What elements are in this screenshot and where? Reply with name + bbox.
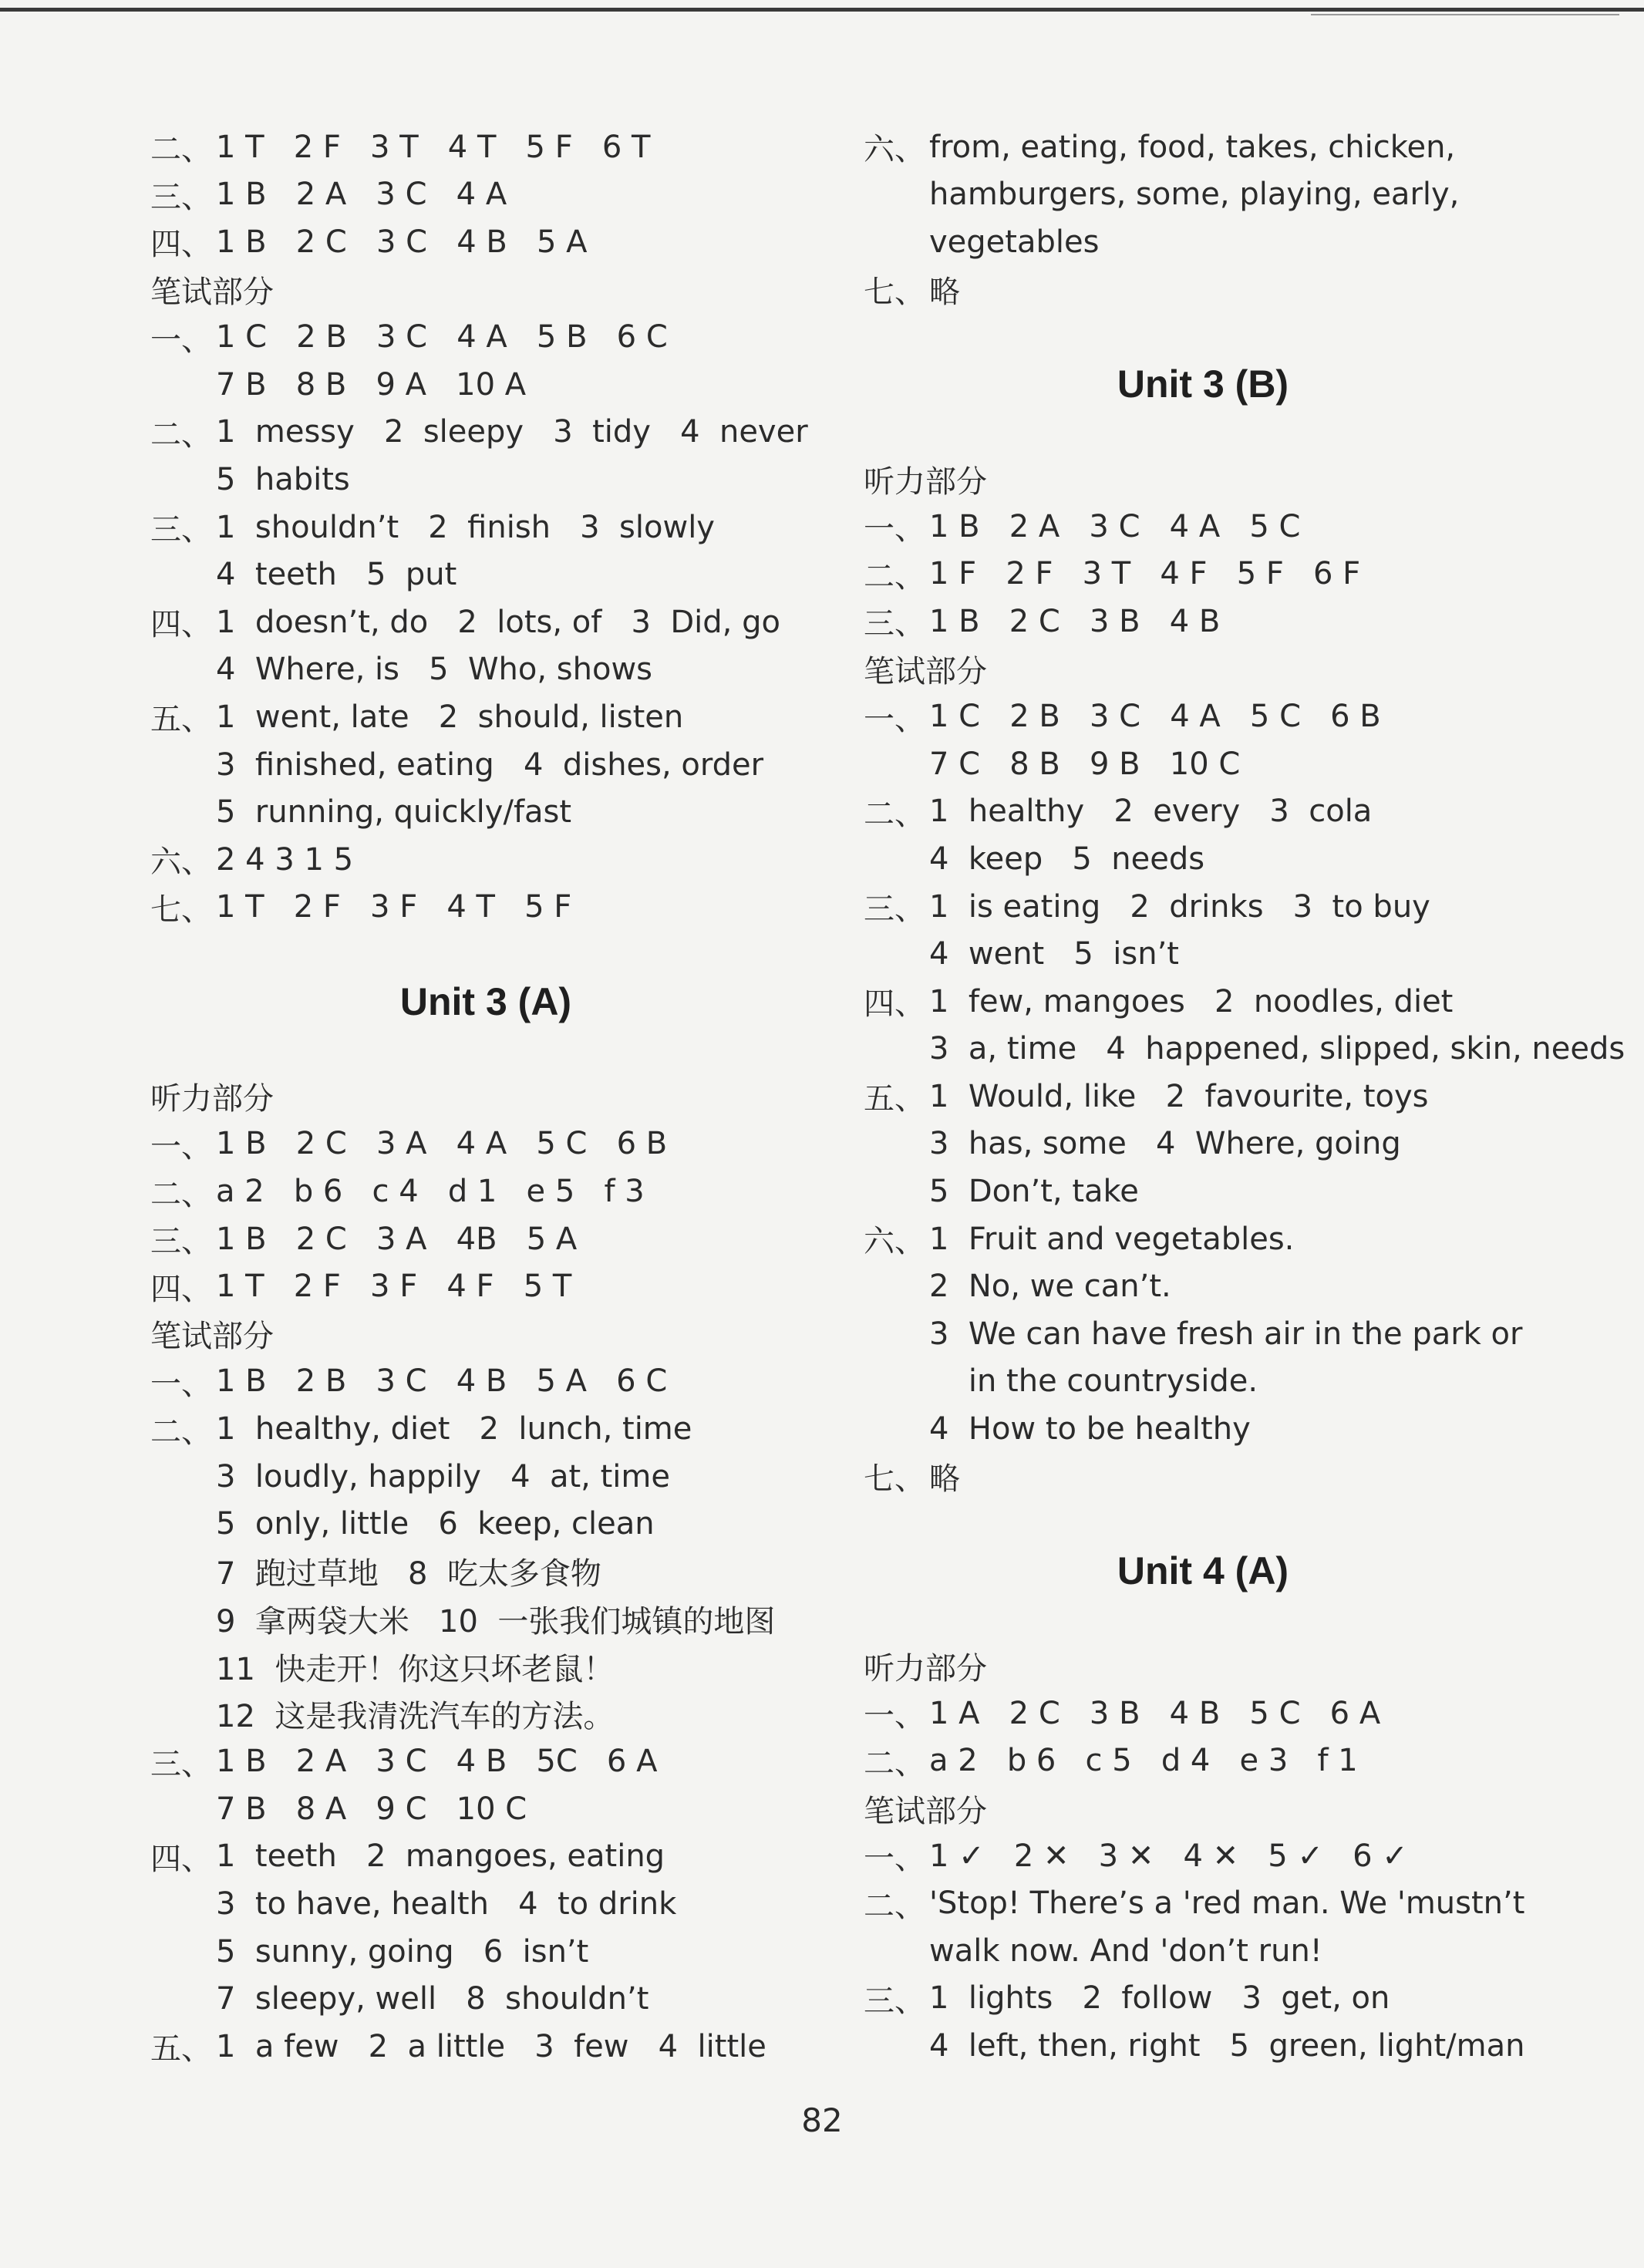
section-heading: 笔试部分 [864, 1793, 987, 1829]
answer-line [150, 1358, 821, 1406]
question-number: 一、 [150, 1366, 212, 1402]
answer-text: 3 loudly, happily 4 at, time [216, 1458, 670, 1495]
answer-line [864, 1215, 1542, 1263]
answer-line [150, 1168, 821, 1215]
question-number: 四、 [150, 1841, 212, 1877]
answer-line [150, 409, 821, 457]
unit-title: Unit 3 (A) [399, 980, 572, 1024]
answer-text: 1 healthy 2 every 3 cola [929, 794, 1373, 830]
answer-line [150, 504, 821, 551]
answer-line [150, 836, 821, 884]
answer-line [864, 1879, 1542, 1927]
answer-text: from, eating, food, takes, chicken, [929, 129, 1456, 165]
answer-line [150, 1737, 821, 1785]
answer-line [150, 123, 821, 171]
answer-text: 1 B 2 C 3 C 4 B 5 A [216, 224, 588, 260]
answer-text: 1 doesn’t, do 2 lots, of 3 Did, go [216, 604, 780, 640]
answer-text: 5 habits [216, 461, 350, 497]
answer-text: 1 B 2 C 3 B 4 B [929, 603, 1221, 639]
answer-continuation [864, 1358, 1542, 1406]
answer-line [864, 1453, 1542, 1501]
answer-text: 5 only, little 6 keep, clean [216, 1506, 655, 1542]
answer-text: 5 sunny, going 6 isn’t [216, 1933, 589, 1970]
answer-line [864, 1975, 1542, 2023]
answer-continuation [150, 1500, 821, 1548]
answer-text: 1 a few 2 a little 3 few 4 little [216, 2028, 766, 2064]
answer-text: 1 messy 2 sleepy 3 tidy 4 never [216, 414, 808, 450]
answer-line [150, 218, 821, 266]
question-number: 四、 [150, 607, 212, 643]
answer-continuation [150, 1453, 821, 1501]
question-number: 五、 [150, 2031, 212, 2067]
answer-line [864, 1073, 1542, 1121]
answer-line [864, 503, 1542, 551]
answer-text: 12 这是我清洗汽车的方法。 [216, 1699, 615, 1735]
answer-text: 3 a, time 4 happened, slipped, skin, needs [929, 1031, 1625, 1067]
question-number: 一、 [150, 1128, 212, 1164]
question-number: 四、 [150, 1271, 212, 1307]
answer-text: 1 B 2 A 3 C 4 A [216, 177, 507, 213]
question-number: 三、 [150, 1746, 212, 1782]
answer-text: 1 B 2 B 3 C 4 B 5 A 6 C [216, 1363, 668, 1400]
answer-line [864, 266, 1542, 314]
page-number: 82 [801, 2101, 843, 2139]
section-heading: 听力部分 [150, 1081, 274, 1117]
question-number: 六、 [150, 844, 212, 881]
answer-text: 4 went 5 isn’t [929, 936, 1179, 972]
answer-text: 7 跑过草地 8 吃太多食物 [216, 1556, 601, 1592]
answer-line [864, 1690, 1542, 1737]
answer-text: in the countryside. [929, 1363, 1258, 1400]
answer-continuation [864, 1310, 1542, 1358]
top-border-rule [0, 8, 1644, 12]
answer-text: 1 Fruit and vegetables. [929, 1221, 1295, 1257]
answer-text: 7 C 8 B 9 B 10 C [929, 746, 1241, 782]
question-number: 五、 [150, 702, 212, 738]
answer-text: 1 C 2 B 3 C 4 A 5 C 6 B [929, 699, 1381, 735]
answer-text: 11 快走开！你这只坏老鼠！ [216, 1651, 615, 1687]
answer-text: 4 teeth 5 put [216, 557, 457, 593]
answer-text: 1 T 2 F 3 T 4 T 5 F 6 T [216, 129, 651, 165]
unit-title: Unit 4 (A) [1117, 1549, 1289, 1593]
answer-continuation [864, 1168, 1542, 1215]
answer-text: 4 How to be healthy [929, 1411, 1251, 1447]
question-number: 二、 [150, 132, 212, 168]
question-number: 一、 [864, 701, 925, 737]
answer-line [150, 1215, 821, 1263]
answer-text: 4 Where, is 5 Who, shows [216, 652, 652, 688]
answer-continuation [150, 741, 821, 789]
question-number: 二、 [150, 1176, 212, 1212]
answer-line [150, 693, 821, 741]
question-number: 三、 [864, 1983, 925, 2019]
answer-text: 3 finished, eating 4 dishes, order [216, 746, 764, 783]
answer-continuation [864, 740, 1542, 788]
answer-continuation [864, 171, 1542, 219]
answer-line [150, 171, 821, 219]
answer-continuation [150, 1880, 821, 1928]
answer-continuation [864, 1927, 1542, 1975]
answer-line [864, 978, 1542, 1026]
question-number: 二、 [864, 1888, 925, 1924]
answer-text: 1 went, late 2 should, listen [216, 699, 684, 735]
answer-text: 5 Don’t, take [929, 1174, 1139, 1210]
question-number: 二、 [864, 558, 925, 595]
question-number: 三、 [150, 1224, 212, 1260]
answer-text: 2 No, we can’t. [929, 1269, 1171, 1305]
answer-text: a 2 b 6 c 4 d 1 e 5 f 3 [216, 1174, 645, 1210]
answer-text: 4 keep 5 needs [929, 841, 1205, 877]
answer-column-left [150, 123, 821, 2071]
answer-line [864, 693, 1542, 740]
answer-text: hamburgers, some, playing, early, [929, 177, 1460, 213]
answer-continuation [150, 788, 821, 836]
answer-continuation [864, 1026, 1625, 1073]
question-number: 一、 [864, 511, 925, 548]
answer-continuation [864, 2022, 1542, 2070]
answer-text: 略 [929, 275, 960, 311]
unit-title: Unit 3 (B) [1117, 362, 1289, 406]
answer-text: 5 running, quickly/fast [216, 794, 572, 831]
section-heading: 笔试部分 [150, 1319, 274, 1355]
answer-line [150, 313, 821, 361]
answer-continuation [150, 456, 821, 504]
answer-text: 1 F 2 F 3 T 4 F 5 F 6 F [929, 556, 1361, 592]
answer-text: 1 B 2 A 3 C 4 A 5 C [929, 508, 1301, 544]
answer-continuation [864, 930, 1542, 978]
section-heading: 听力部分 [864, 463, 987, 500]
question-number: 一、 [864, 1698, 925, 1734]
question-number: 三、 [864, 606, 925, 642]
answer-line [864, 123, 1542, 171]
answer-text: 7 B 8 B 9 A 10 A [216, 366, 527, 403]
question-number: 二、 [864, 1745, 925, 1781]
answer-continuation [150, 646, 821, 694]
answer-text: 1 lights 2 follow 3 get, on [929, 1980, 1390, 2017]
answer-text: 1 ✓ 2 ✕ 3 ✕ 4 ✕ 5 ✓ 6 ✓ [929, 1838, 1408, 1874]
answer-text: 3 We can have fresh air in the park or [929, 1316, 1523, 1352]
answer-text: 'Stop! There’s a 'red man. We 'mustn’t [929, 1886, 1525, 1922]
question-number: 二、 [150, 1414, 212, 1450]
question-number: 七、 [150, 891, 212, 928]
answer-line [864, 551, 1542, 598]
answer-text: 1 T 2 F 3 F 4 F 5 T [216, 1269, 572, 1305]
answer-continuation [864, 835, 1542, 883]
question-number: 四、 [864, 986, 925, 1023]
answer-column-right [864, 123, 1625, 2070]
answer-text: 4 left, then, right 5 green, light/man [929, 2027, 1525, 2064]
answer-continuation [150, 1975, 821, 2023]
answer-continuation [150, 1548, 821, 1596]
answer-text: 1 healthy, diet 2 lunch, time [216, 1411, 692, 1447]
answer-line [864, 788, 1542, 836]
answer-text: 1 A 2 C 3 B 4 B 5 C 6 A [929, 1695, 1381, 1731]
answer-text: walk now. And 'don’t run! [929, 1933, 1322, 1969]
answer-text: 1 few, mangoes 2 noodles, diet [929, 983, 1454, 1019]
answer-continuation [150, 1643, 821, 1690]
answer-text: 7 sleepy, well 8 shouldn’t [216, 1981, 649, 2017]
section-heading: 听力部分 [864, 1650, 987, 1687]
answer-line [864, 1737, 1542, 1785]
answer-line [150, 598, 821, 646]
question-number: 七、 [864, 1461, 925, 1498]
answer-text: 2 4 3 1 5 [216, 841, 354, 878]
answer-text: 1 B 2 C 3 A 4 A 5 C 6 B [216, 1126, 668, 1162]
answer-text: 1 T 2 F 3 F 4 T 5 F [216, 889, 572, 925]
answer-text: vegetables [929, 224, 1100, 260]
answer-text: 1 Would, like 2 favourite, toys [929, 1078, 1429, 1114]
answer-line [864, 883, 1542, 931]
answer-line [150, 884, 821, 932]
answer-text: 1 shouldn’t 2 finish 3 slowly [216, 509, 715, 545]
answer-continuation [150, 361, 821, 409]
top-border-rule-secondary [1311, 14, 1619, 15]
answer-line [150, 2023, 821, 2071]
answer-continuation [150, 1785, 821, 1833]
answer-text: a 2 b 6 c 5 d 4 e 3 f 1 [929, 1743, 1358, 1779]
answer-text: 1 teeth 2 mangoes, eating [216, 1838, 665, 1875]
question-number: 二、 [150, 416, 212, 453]
section-heading: 笔试部分 [864, 654, 987, 690]
question-number: 三、 [150, 179, 212, 215]
question-number: 一、 [150, 322, 212, 358]
answer-continuation [864, 1121, 1542, 1168]
question-number: 四、 [150, 227, 212, 263]
question-number: 六、 [864, 132, 925, 168]
answer-continuation [150, 1690, 821, 1738]
answer-continuation [864, 1405, 1542, 1453]
answer-text: 1 B 2 A 3 C 4 B 5C 6 A [216, 1744, 658, 1780]
question-number: 七、 [864, 275, 925, 311]
answer-continuation [864, 1262, 1542, 1310]
answer-line [150, 1262, 821, 1310]
answer-text: 3 has, some 4 Where, going [929, 1126, 1401, 1162]
question-number: 五、 [864, 1081, 925, 1117]
answer-continuation [150, 1596, 821, 1643]
question-number: 三、 [864, 891, 925, 928]
answer-text: 7 B 8 A 9 C 10 C [216, 1791, 527, 1827]
answer-text: 1 C 2 B 3 C 4 A 5 B 6 C [216, 319, 668, 356]
answer-line [150, 1833, 821, 1881]
answer-text: 9 拿两袋大米 10 一张我们城镇的地图 [216, 1603, 776, 1639]
answer-continuation [150, 551, 821, 598]
answer-line [150, 1405, 821, 1453]
answer-continuation [150, 1928, 821, 1976]
answer-continuation [864, 218, 1542, 266]
question-number: 三、 [150, 512, 212, 548]
answer-line [864, 598, 1542, 645]
question-number: 二、 [864, 796, 925, 832]
answer-line [864, 1832, 1542, 1880]
answer-line [150, 1121, 821, 1168]
question-number: 六、 [864, 1224, 925, 1260]
answer-text: 3 to have, health 4 to drink [216, 1886, 677, 1922]
answer-text: 1 is eating 2 drinks 3 to buy [929, 888, 1430, 925]
question-number: 一、 [864, 1841, 925, 1877]
answer-text: 1 B 2 C 3 A 4B 5 A [216, 1221, 578, 1257]
section-heading: 笔试部分 [150, 275, 274, 311]
answer-text: 略 [929, 1461, 960, 1498]
